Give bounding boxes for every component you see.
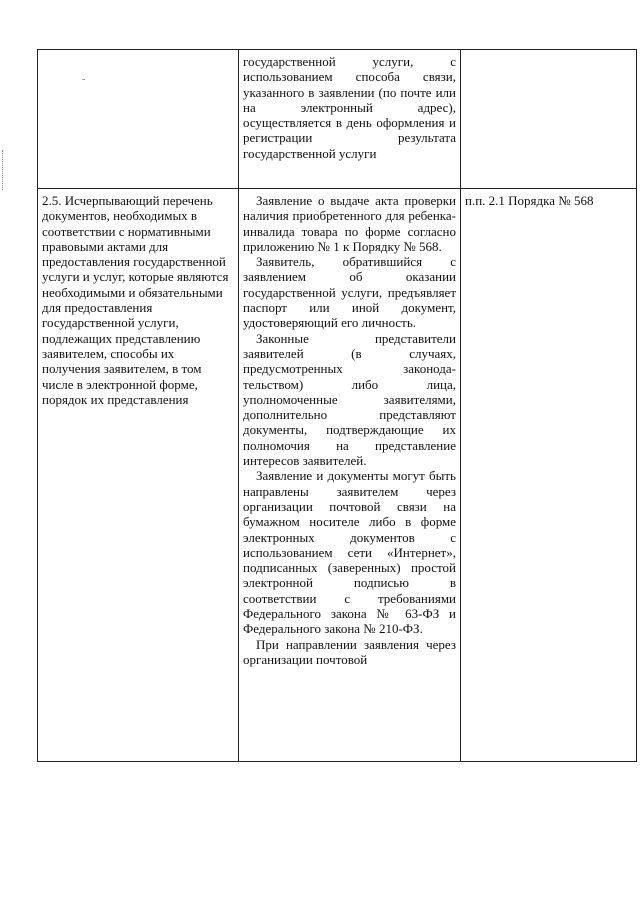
- row1-col2-cell: [239, 50, 461, 189]
- row2-col1-heading: 2.5. Исчерпывающий перечень документов, необходимых в соответствии с нормативными правовыми актами для предоставления государственной услуги и услуг, которые являются необходимыми и обязательными для предоставления государственной услуги, подлежащих представлению заявителем, способы их получения заявителем, в том числе в электронной форме, порядок их представления: [42, 193, 229, 407]
- paragraph-postal-submission: При направлении заявления через организации почтовой: [243, 636, 456, 667]
- row2-col2-cell: [239, 189, 461, 762]
- paragraph-application: Заявление о выдаче акта проверки наличия приобретенного для ребенка-инвалида товара по форме согласно приложению № 1 к Порядку № 568.: [243, 193, 456, 254]
- margin-mark: [2, 150, 4, 190]
- regulation-table: [37, 49, 637, 762]
- table-row: [38, 50, 637, 189]
- row1-col1-cell: [38, 50, 239, 189]
- row2-col3-cell: [461, 189, 637, 762]
- paragraph-representatives: Законные представители заявителей (в случаях, предусмотренных законода-тельством) либо лица, уполномоченные заявителями, дополнительно представляют документы, подтверждающие их полномочия на представление интересов заявителей.: [243, 330, 456, 469]
- legal-reference: п.п. 2.1 Порядка № 568: [465, 193, 594, 208]
- row1-col3-cell: [461, 50, 637, 189]
- table-row: [38, 189, 637, 762]
- row1-col2-paragraph: государственной услуги, с использованием способа связи, указанного в заявлении (по почте или на электронный адрес), осуществляется в день оформления и регистрации результата государственной услуги: [243, 54, 456, 161]
- paragraph-submission-methods: Заявление и документы могут быть направлены заявителем через организации почтовой связи на бумажном носителе либо в форме электронных документов с использованием сети «Интернет», подписанных (заверенных) простой электронной подписью в соответствии с требованиями Федерального закона № 63-ФЗ и Федерального закона № 210-ФЗ.: [243, 468, 456, 637]
- row2-col1-cell: [38, 189, 239, 762]
- row1-col1-mark: -: [82, 74, 86, 85]
- paragraph-applicant-id: Заявитель, обратившийся с заявлением об оказании государственной услуги, предъявляет паспорт или иной документ, удостоверяющий его личность.: [243, 254, 456, 331]
